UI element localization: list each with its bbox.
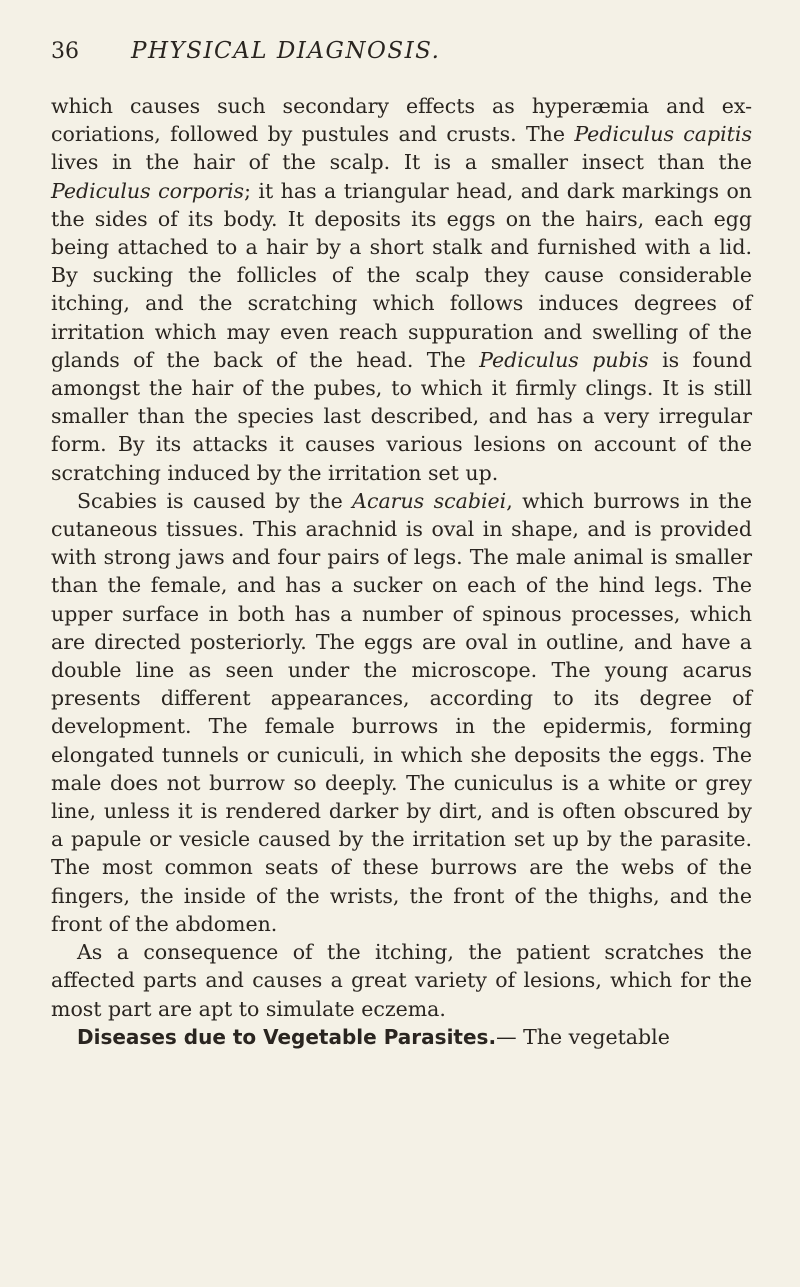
body-text [51,92,752,1051]
paragraph-scabies: Scabies is caused by the Acarus scabiei, which burrows in the cutaneous tissues. This arachnid is oval in shape, and is provided with strong jaws and four pairs of legs. The male animal is smaller than the female, and has a sucker on each of the hind legs. The upper surface in both has a number of spinous processes, which are directed posteriorly. The eggs are oval in outline, and have a double line as seen under the microscope. The young acarus presents different appearances, according to its degree of development. The female burrows in the epidermis, forming elongated tunnels or cuniculi, in which she deposits the eggs. The male does not burrow so deeply. The cuniculus is a white or grey line, unless it is rendered darker by dirt, and is often obscured by a papule or vesicle caused by the irritation set up by the parasite. The most common seats of these burrows are the webs of the fingers, the inside of the wrists, the front of the thighs, and the front of the abdomen. [51,488,752,936]
term-pediculus-pubis: Pediculus pubis [479,347,649,372]
running-title: PHYSICAL DIAGNOSIS. [131,38,441,64]
paragraph-pediculus: which causes such secondary effects as hyperæmia and ex- coriations, followed by pustules and crusts. The Pediculus capitis lives in the hair of the scalp. It is a smaller insect than the Pediculus corporis; it has a triangular head, and dark markings on the sides of its body. It deposits its eggs on the hairs, each egg being attached to a hair by a short stalk and furnished with a lid. By sucking the follicles of the scalp they cause considerable itching, and the scratching which follows induces degrees of irritation which may even reach suppuration and swelling of the glands of the back of the head. The Pediculus pubis is found amongst the hair of the pubes, to which it firmly clings. It is still smaller than the species last described, and has a very irregular form. By its attacks it causes various lesions on account of the scratching induced by the irritation set up. [51,94,752,485]
page-number: 36 [51,39,79,64]
paragraph-vegetable-parasites: Diseases due to Vegetable Parasites.— The vegetable [77,1024,670,1049]
term-pediculus-corporis: Pediculus corporis [51,178,245,203]
paragraph-consequence: As a consequence of the itching, the patient scratches the affected parts and causes a great variety of lesions, which for the most part are apt to simulate eczema. [51,940,752,1021]
term-pediculus-capitis: Pediculus capitis [574,122,752,147]
page-header [51,38,752,82]
term-acarus-scabiei: Acarus scabiei [352,488,507,513]
section-heading: Diseases due to Vegetable Parasites. [77,1024,497,1049]
